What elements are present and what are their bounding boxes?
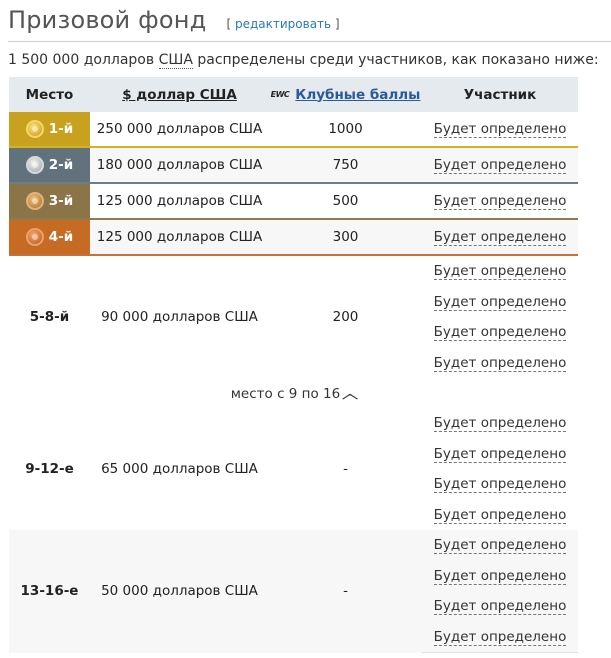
prize-amount: 65 000 долларов США xyxy=(90,408,269,530)
prize-table xyxy=(9,77,578,653)
title-divider xyxy=(8,41,611,42)
participant-tbd[interactable]: Будет определено xyxy=(433,229,567,245)
participant-cell xyxy=(422,561,578,592)
silver-medal-icon xyxy=(26,156,44,174)
place-label: 1-й xyxy=(48,121,74,137)
col-prize-header xyxy=(90,77,269,112)
participant-tbd[interactable]: Будет определено xyxy=(433,445,567,462)
participant-cell xyxy=(422,469,578,500)
participant-cell xyxy=(422,348,578,379)
prize-amount: 50 000 долларов США xyxy=(90,530,269,653)
edit-bracket-open: [ xyxy=(226,17,235,31)
place-cell: 5-8-й xyxy=(9,255,90,378)
participant-cell xyxy=(422,112,578,147)
prize-amount: 90 000 долларов США xyxy=(90,255,269,378)
participant-tbd[interactable]: Будет определено xyxy=(433,193,567,209)
fourth-medal-icon xyxy=(26,228,44,246)
prize-amount: 125 000 долларов США xyxy=(90,219,269,255)
place-label: 4-й xyxy=(48,229,74,245)
participant-cell xyxy=(422,317,578,348)
participant-cell xyxy=(422,287,578,318)
participant-tbd[interactable]: Будет определено xyxy=(433,506,567,523)
page-title: Призовой фонд xyxy=(8,6,207,34)
place-cell: 9-12-е xyxy=(9,408,90,530)
place-label: 3-й xyxy=(48,193,74,209)
participant-tbd[interactable]: Будет определено xyxy=(433,263,567,280)
table-row-13-16 xyxy=(9,530,578,561)
prize-amount: 250 000 долларов США xyxy=(90,112,269,147)
club-points-link[interactable]: Клубные баллы xyxy=(295,86,421,103)
collapse-places-toggle[interactable] xyxy=(231,386,357,402)
table-row-2nd xyxy=(9,147,578,183)
participant-tbd[interactable]: Будет определено xyxy=(433,415,567,432)
gold-medal-icon xyxy=(26,120,44,138)
edit-section-link xyxy=(226,17,339,31)
place-cell xyxy=(9,219,90,255)
participant-tbd[interactable]: Будет определено xyxy=(433,121,567,137)
prize-amount: 125 000 долларов США xyxy=(90,183,269,219)
participant-tbd[interactable]: Будет определено xyxy=(433,476,567,493)
participant-tbd[interactable]: Будет определено xyxy=(433,157,567,173)
table-row-9-12 xyxy=(9,408,578,439)
col-participant-header: Участник xyxy=(422,77,578,112)
edit-bracket-close: ] xyxy=(331,17,340,31)
club-points-value: 500 xyxy=(269,183,422,219)
club-points-value: 200 xyxy=(269,255,422,378)
place-label: 2-й xyxy=(48,157,74,173)
intro-abbr: США xyxy=(158,52,193,68)
participant-cell xyxy=(422,255,578,287)
intro-after: распределены среди участников, как показано ниже: xyxy=(192,52,599,68)
table-row-4th xyxy=(9,219,578,255)
prize-amount: 180 000 долларов США xyxy=(90,147,269,183)
participant-tbd[interactable]: Будет определено xyxy=(433,598,567,615)
participant-cell xyxy=(422,439,578,470)
table-header-row xyxy=(9,77,578,112)
bronze-medal-icon xyxy=(26,192,44,210)
toggle-cell xyxy=(9,378,578,408)
participant-tbd[interactable]: Будет определено xyxy=(433,324,567,341)
edit-link[interactable]: редактировать xyxy=(234,17,332,31)
participant-tbd[interactable]: Будет определено xyxy=(433,537,567,554)
col-prize-label: $ доллар США xyxy=(122,86,237,103)
participant-tbd[interactable]: Будет определено xyxy=(433,567,567,584)
club-points-value: 750 xyxy=(269,147,422,183)
ewc-logo-icon: EWC xyxy=(270,90,290,99)
table-row-1st xyxy=(9,112,578,147)
intro-before: 1 500 000 долларов xyxy=(8,52,159,68)
participant-cell xyxy=(422,219,578,255)
participant-cell xyxy=(422,622,578,653)
col-place-header: Место xyxy=(9,77,90,112)
place-cell xyxy=(9,147,90,183)
place-cell: 13-16-е xyxy=(9,530,90,653)
participant-tbd[interactable]: Будет определено xyxy=(433,354,567,371)
place-cell xyxy=(9,112,90,147)
participant-cell xyxy=(422,591,578,622)
club-points-value: 1000 xyxy=(269,112,422,147)
participant-cell xyxy=(422,183,578,219)
intro-text xyxy=(8,52,599,68)
chevron-up-icon: ︿ xyxy=(342,386,359,401)
page-header xyxy=(8,6,340,40)
participant-tbd[interactable]: Будет определено xyxy=(433,293,567,310)
table-row-5-8 xyxy=(9,255,578,287)
club-points-value: - xyxy=(269,408,422,530)
club-points-value: 300 xyxy=(269,219,422,255)
table-row-3rd xyxy=(9,183,578,219)
club-points-value: - xyxy=(269,530,422,653)
col-points-header xyxy=(269,77,422,112)
toggle-row xyxy=(9,378,578,408)
participant-cell xyxy=(422,408,578,439)
participant-tbd[interactable]: Будет определено xyxy=(433,628,567,645)
place-cell xyxy=(9,183,90,219)
participant-cell xyxy=(422,530,578,561)
participant-cell xyxy=(422,147,578,183)
toggle-label: место с 9 по 16 xyxy=(230,385,341,402)
participant-cell xyxy=(422,500,578,531)
